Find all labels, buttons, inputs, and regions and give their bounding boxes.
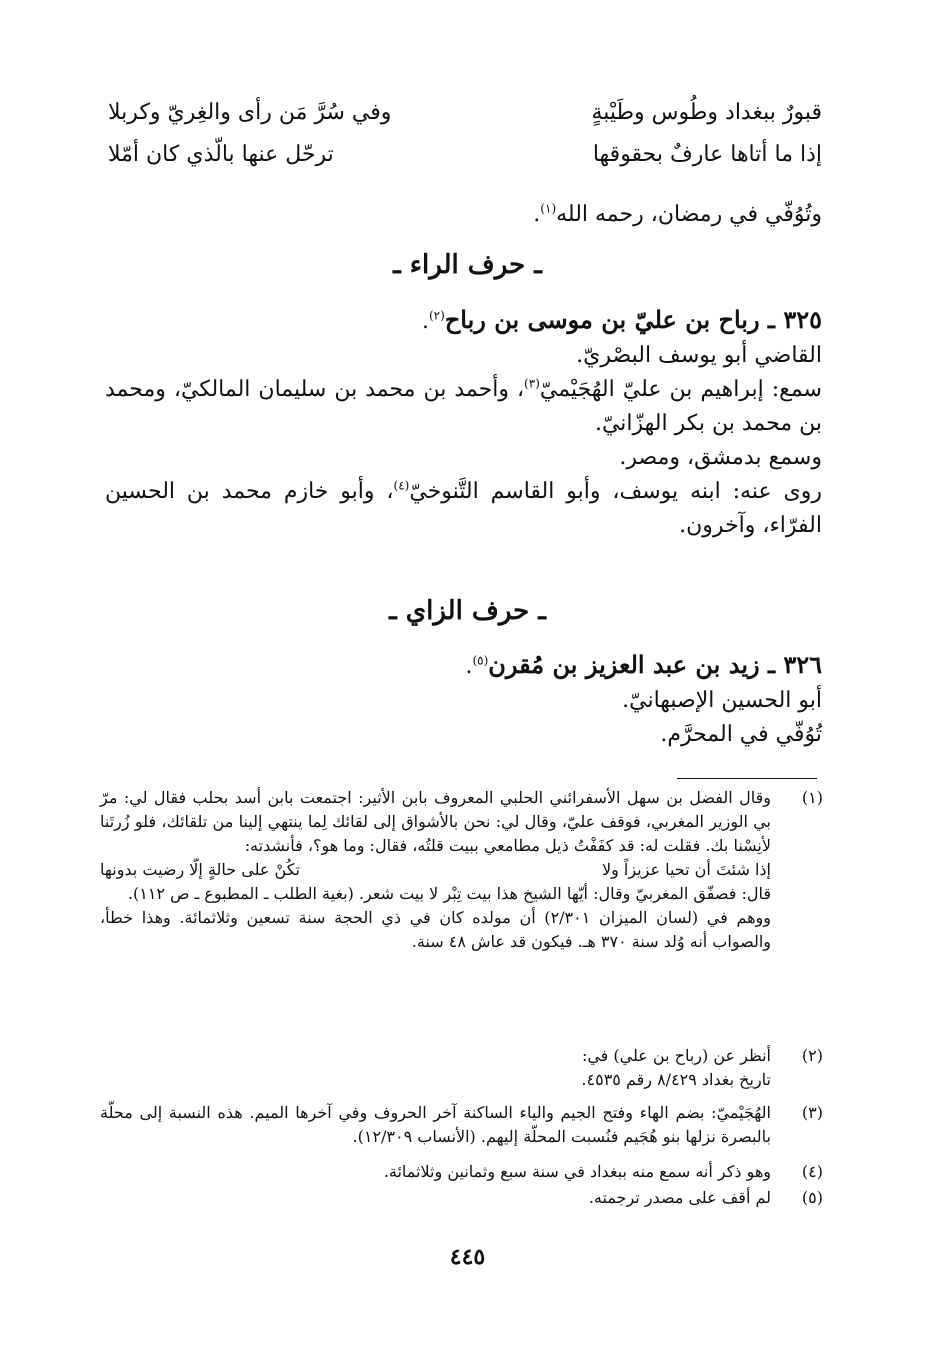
entry-325-narrated-b: ، وأبو خازم محمد بن الحسين الفرّاء، وآخرون.	[105, 479, 822, 538]
footnote-ref-5: (٥)	[472, 653, 489, 668]
entry-325-heard-places: وسمع بدمشق، ومصر.	[619, 445, 822, 470]
poem-verse-1-right: قبورٌ ببغداد وطُوس وطَيْبةٍ	[591, 100, 822, 125]
entry-326	[105, 648, 822, 752]
entry-325-title: ٣٢٥ ـ رباح بن عليّ بن موسى بن رباح$^{(٢)}$.	[421, 305, 822, 334]
footnote-1	[100, 786, 823, 954]
footnote-2-number: (٢)	[801, 1046, 823, 1065]
footnote-2	[100, 1044, 823, 1092]
entry-326-death: تُوُفّي في المحرَّم.	[660, 722, 822, 747]
footnote-5-number: (٥)	[801, 1188, 823, 1207]
death-line-text: وتُوُفّي في رمضان، رحمه الله	[556, 202, 822, 227]
footnote-5	[100, 1186, 823, 1210]
footnote-2-line-1: أنظر عن (رباح بن علي) في:	[581, 1046, 771, 1065]
footnote-2-line-2: تاريخ بغداد ٨/٤٢٩ رقم ٤٥٣٥.	[581, 1070, 771, 1089]
page-number: ٤٤٥	[449, 1244, 486, 1270]
footnote-3	[100, 1101, 823, 1149]
footnote-ref-2: (٢)	[428, 308, 445, 323]
entry-325-heard-b: ، وأحمد بن محمد بن سليمان المالكيّ، ومحمد بن محمد بن بكر الهزّانيّ.	[105, 377, 822, 436]
poem-verse-2-left: ترحّل عنها بالّذي كان أمّلا	[108, 142, 334, 167]
entry-326-title: ٣٢٦ ـ زيد بن عبد العزيز بن مُقرن$^{(٥)}$.	[465, 650, 822, 679]
footnote-3-number: (٣)	[801, 1103, 823, 1122]
section-heading-ra: ـ حرف الراء ـ	[393, 250, 542, 280]
entry-325-heard-a: سمع: إبراهيم بن عليّ الهُجَيْميّ	[539, 377, 822, 402]
entry-326-title-text: ٣٢٦ ـ زيد بن عبد العزيز بن مُقرن	[488, 650, 822, 679]
footnote-1-number: (١)	[801, 788, 823, 807]
footnote-4	[100, 1160, 823, 1184]
entry-325-heard	[105, 373, 822, 441]
footnote-ref-1: (١)	[540, 201, 557, 216]
footnote-ref-4: (٤)	[393, 478, 410, 493]
footnote-1-verse-left: تكُنْ على حالةٍ إلّا رضيت بدونها	[100, 860, 300, 879]
section-heading-zay: ـ حرف الزاي ـ	[389, 596, 546, 626]
footnote-separator	[677, 778, 817, 779]
footnote-5-text: لم أقف على مصدر ترجمته.	[588, 1188, 771, 1207]
footnote-1-paragraph-3: ووهم في (لسان الميزان ٢/٣٠١) أن مولده كان في ذي الحجة سنة تسعين وثلاثمائة. وهذا خطأ، والصواب أنه وُلد سنة ٣٧٠ هـ. فيكون قد عاش ٤٨ سنة.	[100, 908, 771, 951]
footnote-ref-3: (٣)	[524, 376, 540, 391]
poem-verse-1-left: وفي سُرَّ مَن رأى والغِريّ وكربلا	[108, 100, 392, 125]
death-line: وتُوُفّي في رمضان، رحمه الله$^{(١)}$.	[533, 201, 822, 227]
entry-325-narrated	[105, 475, 822, 543]
entry-325-title-text: ٣٢٥ ـ رباح بن عليّ بن موسى بن رباح	[444, 305, 822, 334]
footnote-3-text: الهُجَيْميّ: بضم الهاء وفتح الجيم والياء الساكنة آخر الحروف وفي آخرها الميم. هذه النسبة إلى محلّة بالبصرة نزلها بنو هُجَيم فنُسبت المحلّة إليهم. (الأنساب ١٢/٣٠٩).	[100, 1103, 771, 1146]
entry-325	[105, 303, 822, 543]
footnote-4-number: (٤)	[801, 1162, 823, 1181]
footnote-1-verse-right: إذا شئتَ أن تحيا عزيزاً ولا	[601, 860, 771, 879]
footnote-1-paragraph-1: وقال الفضل بن سهل الأسفرائني الحلبي المعروف بابن الأثير: اجتمعت بابن أسد بحلب فقال لي: مرّ بي الوزير المغربي، فوقف عليّ، وقال لي: نحن بالأشواق إلى لقائك لِما ينتهي إلينا من تلقائك، فلو زُرتَنا لأنِسْنا بك. فقلت له: قد كفَفْتُ ذيل مطامعي ببيت قلتُه، فقال: وما هو؟، فأنشدته:	[100, 788, 771, 855]
footnote-1-verse	[100, 858, 771, 882]
footnote-1-paragraph-2: قال: فصفّق المغربيّ وقال: أيّها الشيخ هذا بيت تِبْر لا بيت شعر. (بغية الطلب ـ المطبوع ـ ص ١١٢).	[127, 884, 771, 903]
poem-verse-2-right: إذا ما أتاها عارفٌ بحقوقها	[592, 142, 822, 167]
footnote-4-text: وهو ذكر أنه سمع منه ببغداد في سنة سبع وثمانين وثلاثمائة.	[383, 1162, 771, 1181]
entry-325-kunya: القاضي أبو يوسف البصْريّ.	[576, 343, 822, 368]
entry-326-kunya: أبو الحسين الإصبهانيّ.	[622, 688, 822, 713]
entry-325-narrated-a: روى عنه: ابنه يوسف، وأبو القاسم التَّنوخيّ	[409, 479, 822, 504]
